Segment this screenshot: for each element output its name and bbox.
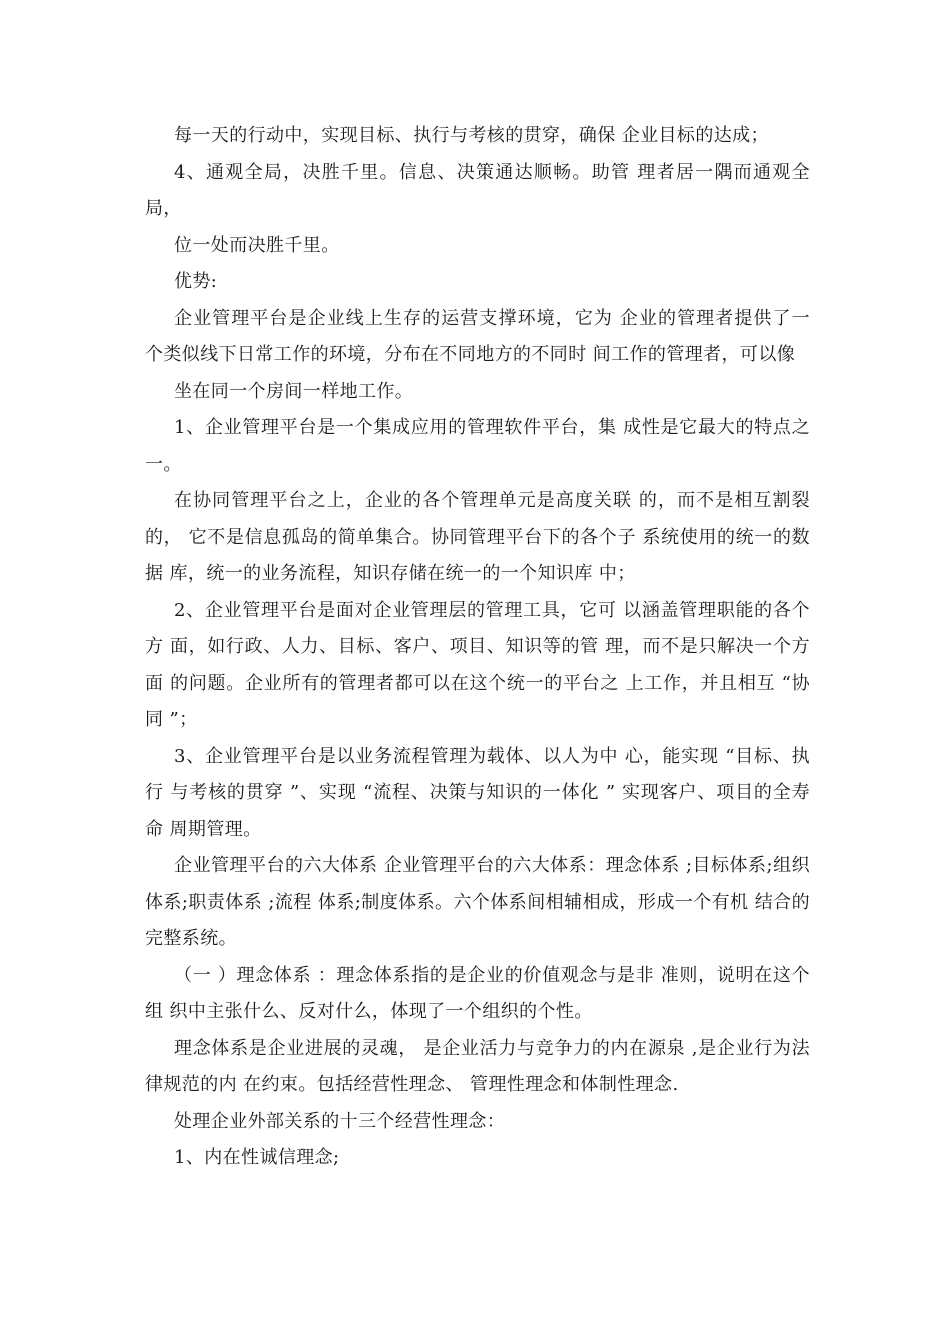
paragraph-5: 企业管理平台是企业线上生存的运营支撑环境，它为 企业的管理者提供了一 个类似线下日常工作的环境，分布在不同地方的不同时 间工作的管理者，可以像 — [145, 307, 810, 365]
paragraph-11: 企业管理平台的六大体系 企业管理平台的六大体系：理念体系 ;目标体系;组织 体系;职责体系 ;流程 体系;制度体系。六个体系间相辅相成，形成一个有机 结合的完整系统。 — [145, 855, 810, 949]
paragraph-1: 每一天的行动中，实现目标、执行与考核的贯穿，确保 企业目标的达成； — [174, 125, 769, 146]
paragraph-14: 处理企业外部关系的十三个经营性理念： — [174, 1110, 506, 1132]
paragraph-7: 1、企业管理平台是一个集成应用的管理软件平台，集 成性是它最大的特点之一。 — [145, 417, 810, 475]
paragraph-10: 3、企业管理平台是以业务流程管理为载体、以人为中 心，能实现 “目标、执行 与考核的贯穿 ”、实现 “流程、决策与知识的一体化 ” 实现客户、项目的全寿命 周期管理。 — [145, 745, 810, 840]
paragraph-9: 2、企业管理平台是面对企业管理层的管理工具，它可 以涵盖管理职能的各个方 面，如行政、人力、目标、客户、项目、知识等的管 理，而不是只解决一个方面 的问题。企业所有的管理者都可以在这个统一的平台之 上工作，并且相互 “协同 ”； — [145, 599, 810, 730]
paragraph-3: 位一处而决胜千里。 — [174, 234, 340, 256]
paragraph-12: （一 ）理念体系 ：理念体系指的是企业的价值观念与是非 准则，说明在这个组 织中主张什么、反对什么，体现了一个组织的个性。 — [145, 964, 810, 1022]
paragraph-15: 1、内在性诚信理念; — [174, 1147, 340, 1168]
paragraph-6: 坐在同一个房间一样地工作。 — [174, 380, 414, 402]
paragraph-13: 理念体系是企业进展的灵魂， 是企业活力与竞争力的内在源泉 ,是企业行为法律规范的内 在约束。包括经营性理念、 管理性理念和体制性理念. — [145, 1037, 810, 1095]
paragraph-2: 4、通观全局，决胜千里。信息、决策通达顺畅。助管 理者居一隅而通观全局， — [145, 161, 810, 219]
paragraph-8: 在协同管理平台之上，企业的各个管理单元是高度关联 的，而不是相互割裂的， 它不是信息孤岛的简单集合。协同管理平台下的各个子 系统使用的统一的数据 库，统一的业务流程，知识存储在统一的一个知识库 中； — [145, 490, 810, 584]
document-body — [145, 118, 810, 1177]
paragraph-4: 优势: — [174, 271, 218, 292]
